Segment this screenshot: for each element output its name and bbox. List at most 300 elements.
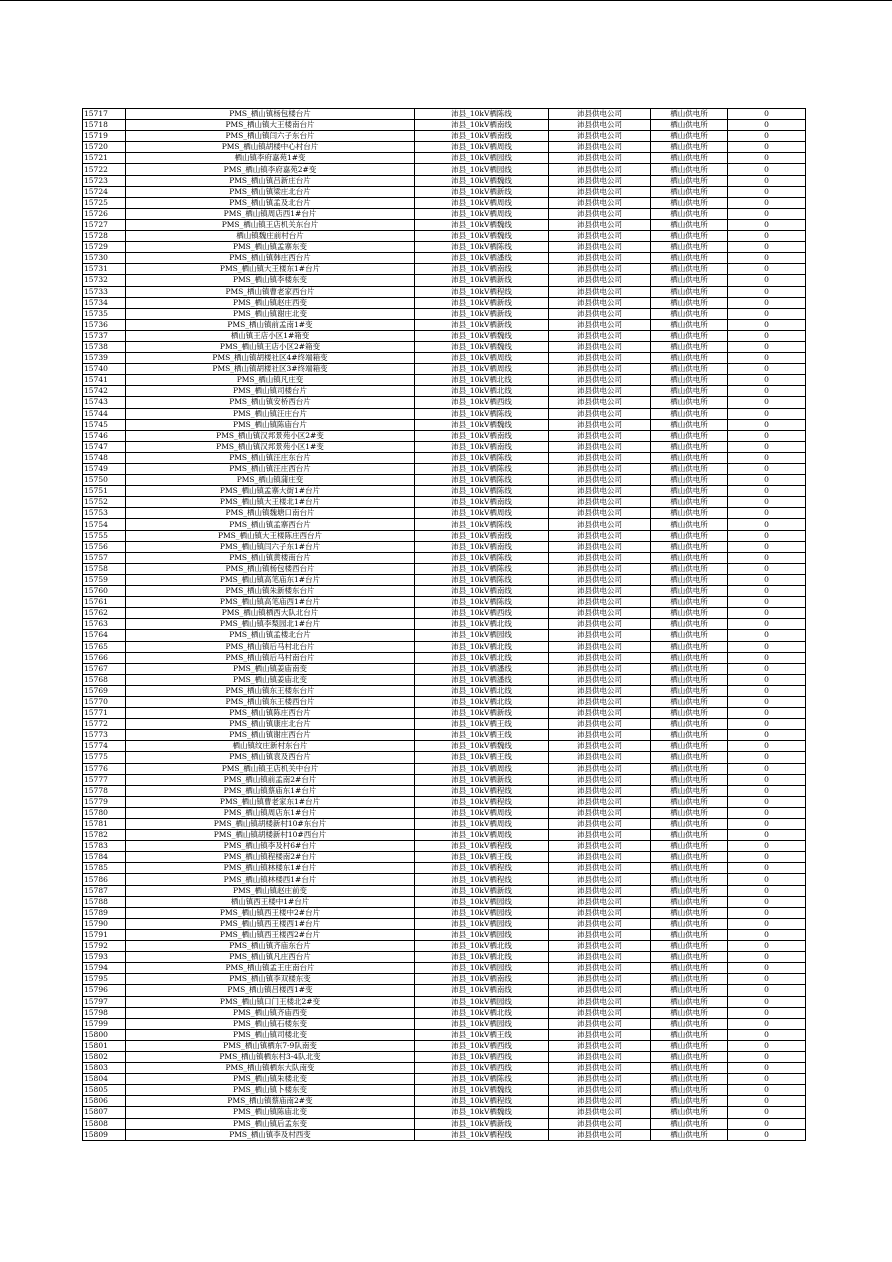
- supply-office-cell: 栖山供电所: [651, 253, 728, 264]
- supply-office-cell: 栖山供电所: [651, 297, 728, 308]
- station-name-cell: PMS_栖山镇胡楼中心村台片: [126, 142, 415, 153]
- record-id-cell: 15802: [83, 1051, 126, 1062]
- record-id-cell: 15776: [83, 763, 126, 774]
- company-cell: 沛县供电公司: [549, 109, 651, 120]
- supply-office-cell: 栖山供电所: [651, 1085, 728, 1096]
- station-name-cell: PMS_栖山镇李及村西变: [126, 1129, 415, 1140]
- record-id-cell: 15792: [83, 941, 126, 952]
- record-id-cell: 15760: [83, 586, 126, 597]
- line-name-cell: 沛县_10kV栖园线: [415, 164, 549, 175]
- supply-office-cell: 栖山供电所: [651, 807, 728, 818]
- table-row: [83, 885, 806, 896]
- record-id-cell: 15779: [83, 796, 126, 807]
- table-row: [83, 486, 806, 497]
- company-cell: 沛县供电公司: [549, 364, 651, 375]
- station-name-cell: PMS_栖山镇林楼西1#台片: [126, 874, 415, 885]
- record-id-cell: 15768: [83, 674, 126, 685]
- supply-office-cell: 栖山供电所: [651, 397, 728, 408]
- table-row: [83, 907, 806, 918]
- line-name-cell: 沛县_10kV栖西线: [415, 1051, 549, 1062]
- company-cell: 沛县供电公司: [549, 619, 651, 630]
- supply-office-cell: 栖山供电所: [651, 430, 728, 441]
- station-name-cell: PMS_栖山镇赵庄西变: [126, 297, 415, 308]
- station-name-cell: PMS_栖山镇吕新庄台片: [126, 175, 415, 186]
- supply-office-cell: 栖山供电所: [651, 597, 728, 608]
- record-id-cell: 15784: [83, 852, 126, 863]
- value-cell: 0: [728, 452, 806, 463]
- line-name-cell: 沛县_10kV栖魏线: [415, 219, 549, 230]
- station-name-cell: PMS_栖山镇凡庄变: [126, 375, 415, 386]
- value-cell: 0: [728, 563, 806, 574]
- line-name-cell: 沛县_10kV栖南线: [415, 430, 549, 441]
- company-cell: 沛县供电公司: [549, 641, 651, 652]
- station-name-cell: 栖山镇西王楼中1#台片: [126, 896, 415, 907]
- line-name-cell: 沛县_10kV栖北线: [415, 375, 549, 386]
- supply-office-cell: 栖山供电所: [651, 375, 728, 386]
- record-id-cell: 15775: [83, 752, 126, 763]
- table-row: [83, 475, 806, 486]
- station-name-cell: PMS_栖山镇高笔庙西1#台片: [126, 597, 415, 608]
- station-name-cell: PMS_栖山镇孟寨大街1#台片: [126, 486, 415, 497]
- table-row: [83, 741, 806, 752]
- company-cell: 沛县供电公司: [549, 796, 651, 807]
- value-cell: 0: [728, 441, 806, 452]
- company-cell: 沛县供电公司: [549, 353, 651, 364]
- record-id-cell: 15756: [83, 541, 126, 552]
- value-cell: 0: [728, 541, 806, 552]
- record-id-cell: 15762: [83, 608, 126, 619]
- company-cell: 沛县供电公司: [549, 508, 651, 519]
- company-cell: 沛县供电公司: [549, 1096, 651, 1107]
- company-cell: 沛县供电公司: [549, 785, 651, 796]
- table-row: [83, 586, 806, 597]
- value-cell: 0: [728, 497, 806, 508]
- table-row: [83, 186, 806, 197]
- value-cell: 0: [728, 164, 806, 175]
- table-row: [83, 341, 806, 352]
- value-cell: 0: [728, 630, 806, 641]
- value-cell: 0: [728, 297, 806, 308]
- record-id-cell: 15727: [83, 219, 126, 230]
- value-cell: 0: [728, 907, 806, 918]
- line-name-cell: 沛县_10kV栖周线: [415, 353, 549, 364]
- line-name-cell: 沛县_10kV栖南线: [415, 497, 549, 508]
- company-cell: 沛县供电公司: [549, 586, 651, 597]
- line-name-cell: 沛县_10kV栖园线: [415, 896, 549, 907]
- company-cell: 沛县供电公司: [549, 275, 651, 286]
- supply-office-cell: 栖山供电所: [651, 286, 728, 297]
- station-name-cell: PMS_栖山镇魏塘口南台片: [126, 508, 415, 519]
- line-name-cell: 沛县_10kV栖魏线: [415, 741, 549, 752]
- table-row: [83, 896, 806, 907]
- value-cell: 0: [728, 131, 806, 142]
- value-cell: 0: [728, 1051, 806, 1062]
- company-cell: 沛县供电公司: [549, 341, 651, 352]
- table-row: [83, 1118, 806, 1129]
- record-id-cell: 15741: [83, 375, 126, 386]
- table-row: [83, 264, 806, 275]
- record-id-cell: 15746: [83, 430, 126, 441]
- company-cell: 沛县供电公司: [549, 120, 651, 131]
- station-name-cell: PMS_栖山镇胡楼新村10#西台片: [126, 830, 415, 841]
- value-cell: 0: [728, 397, 806, 408]
- line-name-cell: 沛县_10kV栖南线: [415, 985, 549, 996]
- record-id-cell: 15736: [83, 319, 126, 330]
- value-cell: 0: [728, 1063, 806, 1074]
- company-cell: 沛县供电公司: [549, 552, 651, 563]
- company-cell: 沛县供电公司: [549, 452, 651, 463]
- record-id-cell: 15805: [83, 1085, 126, 1096]
- station-name-cell: PMS_栖山镇高笔庙东1#台片: [126, 574, 415, 585]
- company-cell: 沛县供电公司: [549, 885, 651, 896]
- company-cell: 沛县供电公司: [549, 330, 651, 341]
- value-cell: 0: [728, 608, 806, 619]
- company-cell: 沛县供电公司: [549, 963, 651, 974]
- station-name-cell: PMS_栖山镇齐庙东台片: [126, 941, 415, 952]
- company-cell: 沛县供电公司: [549, 841, 651, 852]
- company-cell: 沛县供电公司: [549, 319, 651, 330]
- line-name-cell: 沛县_10kV栖陈线: [415, 452, 549, 463]
- station-name-cell: PMS_栖山镇孟寨东变: [126, 242, 415, 253]
- value-cell: 0: [728, 752, 806, 763]
- station-name-cell: PMS_栖山镇王店机关中台片: [126, 763, 415, 774]
- value-cell: 0: [728, 985, 806, 996]
- supply-office-cell: 栖山供电所: [651, 941, 728, 952]
- value-cell: 0: [728, 774, 806, 785]
- record-id-cell: 15765: [83, 641, 126, 652]
- company-cell: 沛县供电公司: [549, 208, 651, 219]
- table-row: [83, 208, 806, 219]
- supply-office-cell: 栖山供电所: [651, 275, 728, 286]
- table-row: [83, 574, 806, 585]
- station-name-cell: PMS_栖山镇吕楼西1#变: [126, 985, 415, 996]
- line-name-cell: 沛县_10kV栖程线: [415, 1129, 549, 1140]
- table-row: [83, 308, 806, 319]
- record-id-cell: 15751: [83, 486, 126, 497]
- value-cell: 0: [728, 685, 806, 696]
- company-cell: 沛县供电公司: [549, 441, 651, 452]
- table-row: [83, 219, 806, 230]
- value-cell: 0: [728, 153, 806, 164]
- value-cell: 0: [728, 386, 806, 397]
- line-name-cell: 沛县_10kV栖南线: [415, 586, 549, 597]
- value-cell: 0: [728, 1074, 806, 1085]
- station-name-cell: PMS_栖山镇后马村南台片: [126, 652, 415, 663]
- station-name-cell: PMS_栖山镇大王楼陈庄西台片: [126, 530, 415, 541]
- company-cell: 沛县供电公司: [549, 652, 651, 663]
- value-cell: 0: [728, 530, 806, 541]
- company-cell: 沛县供电公司: [549, 774, 651, 785]
- value-cell: 0: [728, 1129, 806, 1140]
- line-name-cell: 沛县_10kV栖陈线: [415, 563, 549, 574]
- company-cell: 沛县供电公司: [549, 730, 651, 741]
- record-id-cell: 15724: [83, 186, 126, 197]
- supply-office-cell: 栖山供电所: [651, 475, 728, 486]
- company-cell: 沛县供电公司: [549, 386, 651, 397]
- value-cell: 0: [728, 231, 806, 242]
- table-row: [83, 863, 806, 874]
- table-row: [83, 619, 806, 630]
- line-name-cell: 沛县_10kV栖园线: [415, 630, 549, 641]
- record-id-cell: 15770: [83, 696, 126, 707]
- supply-office-cell: 栖山供电所: [651, 364, 728, 375]
- record-id-cell: 15739: [83, 353, 126, 364]
- table-row: [83, 763, 806, 774]
- value-cell: 0: [728, 841, 806, 852]
- company-cell: 沛县供电公司: [549, 574, 651, 585]
- record-id-cell: 15766: [83, 652, 126, 663]
- line-name-cell: 沛县_10kV栖新线: [415, 319, 549, 330]
- record-id-cell: 15743: [83, 397, 126, 408]
- value-cell: 0: [728, 275, 806, 286]
- record-id-cell: 15718: [83, 120, 126, 131]
- record-id-cell: 15781: [83, 819, 126, 830]
- table-row: [83, 819, 806, 830]
- record-id-cell: 15758: [83, 563, 126, 574]
- value-cell: 0: [728, 785, 806, 796]
- company-cell: 沛县供电公司: [549, 752, 651, 763]
- supply-office-cell: 栖山供电所: [651, 619, 728, 630]
- company-cell: 沛县供电公司: [549, 1074, 651, 1085]
- table-row: [83, 674, 806, 685]
- value-cell: 0: [728, 852, 806, 863]
- line-name-cell: 沛县_10kV栖潘线: [415, 253, 549, 264]
- supply-office-cell: 栖山供电所: [651, 630, 728, 641]
- supply-office-cell: 栖山供电所: [651, 353, 728, 364]
- company-cell: 沛县供电公司: [549, 1118, 651, 1129]
- value-cell: 0: [728, 330, 806, 341]
- record-id-cell: 15800: [83, 1029, 126, 1040]
- table-row: [83, 464, 806, 475]
- table-row: [83, 630, 806, 641]
- table-row: [83, 408, 806, 419]
- record-id-cell: 15735: [83, 308, 126, 319]
- record-id-cell: 15774: [83, 741, 126, 752]
- record-id-cell: 15778: [83, 785, 126, 796]
- record-id-cell: 15785: [83, 863, 126, 874]
- line-name-cell: 沛县_10kV栖北线: [415, 941, 549, 952]
- table-row: [83, 131, 806, 142]
- supply-office-cell: 栖山供电所: [651, 242, 728, 253]
- value-cell: 0: [728, 175, 806, 186]
- station-name-cell: PMS_栖山镇汪庄台片: [126, 408, 415, 419]
- supply-office-cell: 栖山供电所: [651, 1118, 728, 1129]
- company-cell: 沛县供电公司: [549, 874, 651, 885]
- supply-office-cell: 栖山供电所: [651, 419, 728, 430]
- value-cell: 0: [728, 319, 806, 330]
- supply-office-cell: 栖山供电所: [651, 109, 728, 120]
- company-cell: 沛县供电公司: [549, 1007, 651, 1018]
- line-name-cell: 沛县_10kV栖魏线: [415, 330, 549, 341]
- line-name-cell: 沛县_10kV栖陈线: [415, 552, 549, 563]
- supply-office-cell: 栖山供电所: [651, 896, 728, 907]
- supply-office-cell: 栖山供电所: [651, 541, 728, 552]
- company-cell: 沛县供电公司: [549, 941, 651, 952]
- record-id-cell: 15729: [83, 242, 126, 253]
- record-id-cell: 15772: [83, 719, 126, 730]
- station-name-cell: PMS_栖山镇朱新楼东台片: [126, 586, 415, 597]
- table-row: [83, 397, 806, 408]
- company-cell: 沛县供电公司: [549, 1063, 651, 1074]
- line-name-cell: 沛县_10kV栖园线: [415, 918, 549, 929]
- supply-office-cell: 栖山供电所: [651, 386, 728, 397]
- record-id-cell: 15809: [83, 1129, 126, 1140]
- station-name-cell: PMS_栖山镇姜庙南变: [126, 663, 415, 674]
- station-name-cell: PMS_栖山镇胡楼社区4#终端箱变: [126, 353, 415, 364]
- table-row: [83, 197, 806, 208]
- company-cell: 沛县供电公司: [549, 685, 651, 696]
- value-cell: 0: [728, 264, 806, 275]
- company-cell: 沛县供电公司: [549, 297, 651, 308]
- record-id-cell: 15733: [83, 286, 126, 297]
- station-name-cell: PMS_栖山镇齐庙西变: [126, 1007, 415, 1018]
- line-name-cell: 沛县_10kV栖南线: [415, 974, 549, 985]
- company-cell: 沛县供电公司: [549, 696, 651, 707]
- station-name-cell: PMS_栖山镇康庄北台片: [126, 719, 415, 730]
- station-name-cell: PMS_栖山镇孟及北台片: [126, 197, 415, 208]
- line-name-cell: 沛县_10kV栖园线: [415, 963, 549, 974]
- value-cell: 0: [728, 763, 806, 774]
- company-cell: 沛县供电公司: [549, 541, 651, 552]
- table-row: [83, 785, 806, 796]
- supply-office-cell: 栖山供电所: [651, 974, 728, 985]
- station-name-cell: PMS_栖山镇曹老家东1#台片: [126, 796, 415, 807]
- record-id-cell: 15759: [83, 574, 126, 585]
- line-name-cell: 沛县_10kV栖北线: [415, 952, 549, 963]
- station-name-cell: PMS_栖山镇孟寨西台片: [126, 519, 415, 530]
- line-name-cell: 沛县_10kV栖魏线: [415, 175, 549, 186]
- line-name-cell: 沛县_10kV栖北线: [415, 685, 549, 696]
- table-row: [83, 641, 806, 652]
- supply-office-cell: 栖山供电所: [651, 730, 728, 741]
- record-id-cell: 15757: [83, 552, 126, 563]
- line-name-cell: 沛县_10kV栖周线: [415, 807, 549, 818]
- company-cell: 沛县供电公司: [549, 974, 651, 985]
- line-name-cell: 沛县_10kV栖程线: [415, 863, 549, 874]
- value-cell: 0: [728, 1029, 806, 1040]
- record-id-cell: 15717: [83, 109, 126, 120]
- line-name-cell: 沛县_10kV栖陈线: [415, 109, 549, 120]
- company-cell: 沛县供电公司: [549, 286, 651, 297]
- supply-office-cell: 栖山供电所: [651, 408, 728, 419]
- line-name-cell: 沛县_10kV栖程线: [415, 874, 549, 885]
- line-name-cell: 沛县_10kV栖王线: [415, 1029, 549, 1040]
- table-row: [83, 774, 806, 785]
- value-cell: 0: [728, 941, 806, 952]
- value-cell: 0: [728, 996, 806, 1007]
- company-cell: 沛县供电公司: [549, 1129, 651, 1140]
- supply-office-cell: 栖山供电所: [651, 774, 728, 785]
- supply-office-cell: 栖山供电所: [651, 874, 728, 885]
- record-id-cell: 15789: [83, 907, 126, 918]
- value-cell: 0: [728, 1107, 806, 1118]
- station-name-cell: PMS_栖山镇西王楼西2#台片: [126, 929, 415, 940]
- line-name-cell: 沛县_10kV栖园线: [415, 929, 549, 940]
- company-cell: 沛县供电公司: [549, 308, 651, 319]
- supply-office-cell: 栖山供电所: [651, 752, 728, 763]
- station-name-cell: PMS_栖山镇蒲庄变: [126, 475, 415, 486]
- company-cell: 沛县供电公司: [549, 131, 651, 142]
- record-id-cell: 15737: [83, 330, 126, 341]
- table-row: [83, 386, 806, 397]
- records-table: [82, 108, 806, 1141]
- station-name-cell: PMS_栖山镇东王楼西台片: [126, 696, 415, 707]
- station-name-cell: PMS_栖山镇安桥西台片: [126, 397, 415, 408]
- station-name-cell: 栖山镇魏庄前村台片: [126, 231, 415, 242]
- line-name-cell: 沛县_10kV栖新线: [415, 885, 549, 896]
- station-name-cell: PMS_栖山镇大王楼东1#台片: [126, 264, 415, 275]
- table-row: [83, 353, 806, 364]
- record-id-cell: 15725: [83, 197, 126, 208]
- supply-office-cell: 栖山供电所: [651, 164, 728, 175]
- table-row: [83, 297, 806, 308]
- line-name-cell: 沛县_10kV栖北线: [415, 641, 549, 652]
- value-cell: 0: [728, 974, 806, 985]
- record-id-cell: 15764: [83, 630, 126, 641]
- supply-office-cell: 栖山供电所: [651, 1107, 728, 1118]
- supply-office-cell: 栖山供电所: [651, 131, 728, 142]
- supply-office-cell: 栖山供电所: [651, 763, 728, 774]
- value-cell: 0: [728, 796, 806, 807]
- station-name-cell: PMS_栖山镇王店小区2#箱变: [126, 341, 415, 352]
- value-cell: 0: [728, 730, 806, 741]
- table-row: [83, 497, 806, 508]
- station-name-cell: PMS_栖山镇曹老家西台片: [126, 286, 415, 297]
- value-cell: 0: [728, 674, 806, 685]
- supply-office-cell: 栖山供电所: [651, 441, 728, 452]
- value-cell: 0: [728, 918, 806, 929]
- line-name-cell: 沛县_10kV栖王线: [415, 852, 549, 863]
- record-id-cell: 15777: [83, 774, 126, 785]
- station-name-cell: PMS_栖山镇王店机关东台片: [126, 219, 415, 230]
- record-id-cell: 15745: [83, 419, 126, 430]
- station-name-cell: PMS_栖山镇谢庄北变: [126, 308, 415, 319]
- value-cell: 0: [728, 896, 806, 907]
- supply-office-cell: 栖山供电所: [651, 1074, 728, 1085]
- station-name-cell: PMS_栖山镇黄楼南台片: [126, 552, 415, 563]
- station-name-cell: PMS_栖山镇李双楼东变: [126, 974, 415, 985]
- record-id-cell: 15806: [83, 1096, 126, 1107]
- line-name-cell: 沛县_10kV栖西线: [415, 1040, 549, 1051]
- station-name-cell: PMS_栖山镇朱楼北变: [126, 1074, 415, 1085]
- table-row: [83, 1029, 806, 1040]
- supply-office-cell: 栖山供电所: [651, 819, 728, 830]
- record-id-cell: 15794: [83, 963, 126, 974]
- company-cell: 沛县供电公司: [549, 563, 651, 574]
- record-id-cell: 15755: [83, 530, 126, 541]
- line-name-cell: 沛县_10kV栖西线: [415, 1063, 549, 1074]
- value-cell: 0: [728, 819, 806, 830]
- table-row: [83, 430, 806, 441]
- value-cell: 0: [728, 929, 806, 940]
- supply-office-cell: 栖山供电所: [651, 652, 728, 663]
- supply-office-cell: 栖山供电所: [651, 464, 728, 475]
- value-cell: 0: [728, 519, 806, 530]
- value-cell: 0: [728, 552, 806, 563]
- table-row: [83, 996, 806, 1007]
- value-cell: 0: [728, 741, 806, 752]
- company-cell: 沛县供电公司: [549, 985, 651, 996]
- record-id-cell: 15722: [83, 164, 126, 175]
- value-cell: 0: [728, 574, 806, 585]
- value-cell: 0: [728, 597, 806, 608]
- supply-office-cell: 栖山供电所: [651, 552, 728, 563]
- value-cell: 0: [728, 219, 806, 230]
- table-row: [83, 552, 806, 563]
- supply-office-cell: 栖山供电所: [651, 608, 728, 619]
- line-name-cell: 沛县_10kV栖北线: [415, 1007, 549, 1018]
- line-name-cell: 沛县_10kV栖陈线: [415, 242, 549, 253]
